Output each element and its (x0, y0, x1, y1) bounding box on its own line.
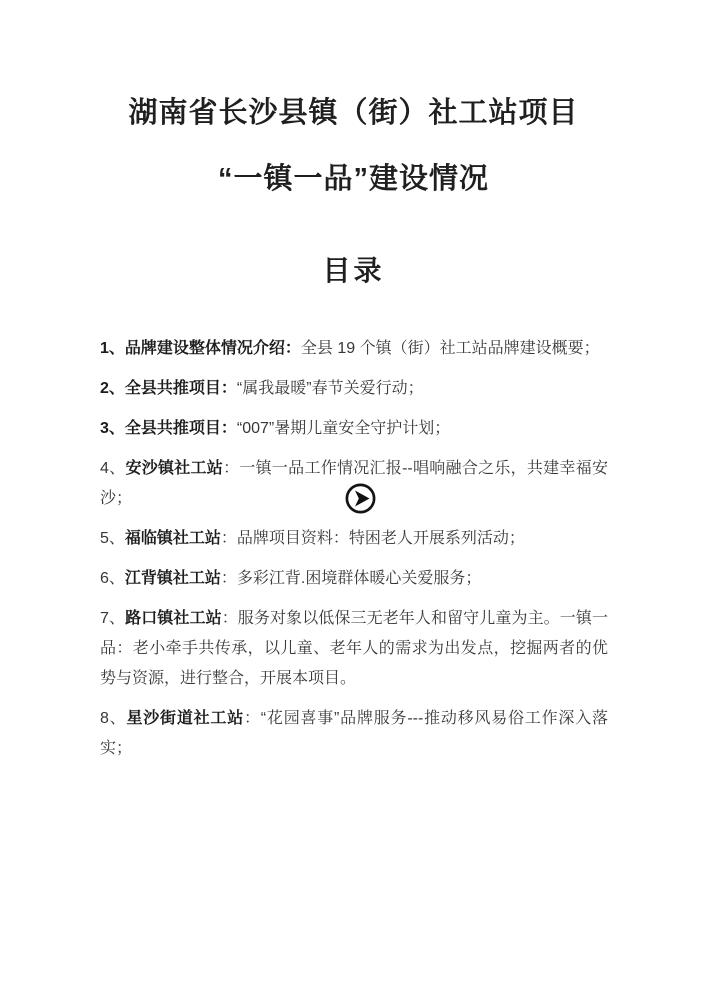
toc-item-label: 3、全县共推项目： (100, 420, 237, 437)
toc-item (100, 374, 608, 404)
toc-item-text: ：品牌项目资料：特困老人开展系列活动； (220, 530, 525, 547)
toc-item (100, 604, 608, 694)
toc-item-text: ：多彩江背.困境群体暖心关爱服务； (220, 570, 482, 587)
document-title-line1: 湖南省长沙县镇（街）社工站项目 (128, 97, 579, 129)
toc-item-label: 江背镇社工站 (124, 570, 221, 587)
toc-item-label: 1、品牌建设整体情况介绍： (100, 340, 301, 357)
toc-item-number: 8、 (100, 710, 127, 727)
toc-item-number: 5、 (100, 530, 125, 547)
toc-list (100, 334, 608, 774)
toc-item-text: ：一镇一品工作情况汇报--唱响融合之乐，共建幸福安沙； (100, 460, 608, 507)
toc-item-text: ：“花园喜事”品牌服务---推动移风易俗工作深入落实； (100, 710, 608, 757)
toc-item-number: 6、 (100, 570, 125, 587)
document-title-line2: “一镇一品”建设情况 (217, 163, 489, 195)
toc-item-text: “属我最暖”春节关爱行动； (236, 380, 424, 397)
toc-item (100, 414, 608, 444)
toc-item-number: 7、 (100, 610, 126, 627)
toc-item (100, 704, 608, 764)
toc-item-label: 福临镇社工站 (124, 530, 221, 547)
toc-item-label: 星沙街道社工站 (126, 710, 244, 727)
toc-heading: 目录 (322, 255, 385, 286)
toc-item-number: 4、 (100, 460, 126, 477)
toc-item-text: “007”暑期儿童安全守护计划； (236, 420, 451, 437)
toc-item-label: 2、全县共推项目： (100, 380, 237, 397)
toc-item-text: ：服务对象以低保三无老年人和留守儿童为主。一镇一品：老小牵手共传承，以儿童、老年人的需求为出发点，挖掘两者的优势与资源，进行整合，开展本项目。 (100, 610, 608, 687)
toc-item-text: 全县 19 个镇（街）社工站品牌建设概要； (300, 340, 600, 357)
toc-item-label: 路口镇社工站 (125, 610, 222, 627)
toc-item (100, 334, 608, 364)
toc-item-label: 安沙镇社工站 (125, 460, 224, 477)
play-cursor-icon[interactable] (344, 482, 377, 515)
toc-item (100, 564, 608, 594)
toc-item (100, 524, 608, 554)
